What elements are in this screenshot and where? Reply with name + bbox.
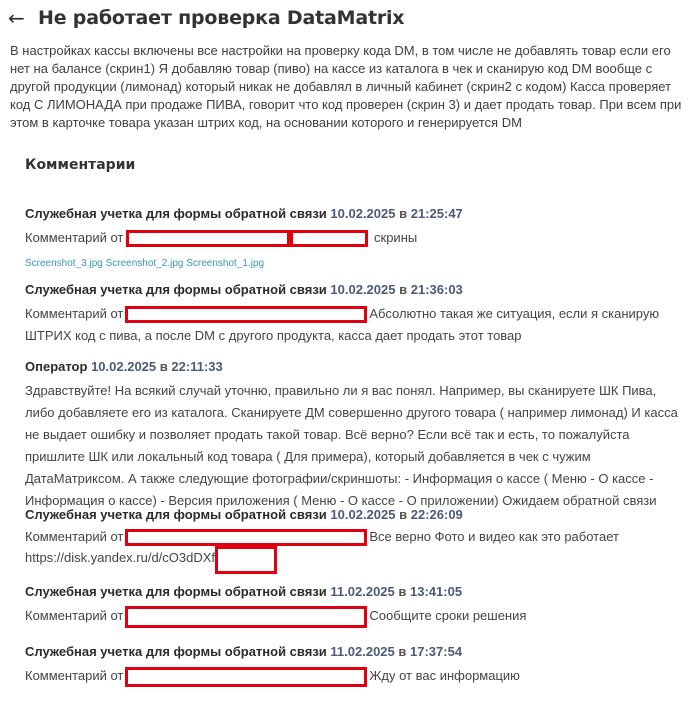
comment-body — [25, 528, 685, 574]
comment-text: скрины — [374, 230, 418, 245]
redaction-box — [125, 306, 367, 323]
comment-text: Сообщите сроки решения — [369, 608, 527, 623]
comment-time: 22:26:09 — [410, 507, 463, 522]
comment-item — [25, 643, 685, 687]
comment-item — [25, 583, 685, 628]
redaction-box — [125, 606, 367, 628]
redaction-box — [125, 529, 367, 546]
comment-date: 10.02.2025 — [330, 206, 396, 221]
comment-at: в — [399, 507, 408, 522]
comment-prefix: Комментарий от — [25, 529, 124, 544]
comment-at: в — [159, 359, 168, 374]
comment-body — [25, 227, 685, 249]
comment-meta — [25, 583, 685, 601]
comment-meta — [25, 643, 685, 661]
comment-author: Служебная учетка для формы обратной связи — [25, 507, 327, 522]
comment-date: 11.02.2025 — [330, 644, 395, 659]
comment-author: Служебная учетка для формы обратной связи — [25, 282, 327, 297]
comment-prefix: Комментарий от — [25, 608, 124, 623]
comment-item — [25, 358, 685, 512]
page-title: Не работает проверка DataMatrix — [38, 7, 405, 29]
redaction-box — [125, 667, 367, 687]
ticket-description: В настройках кассы включены все настройки на проверку кода DM, в том числе не добавлять товар если его нет на балансе (скрин1) Я добавляю товар (пиво) на кассе из каталога в чек и сканирую код DM вообще с другой продукции (лимонад) который никак не добавлял в личный кабинет (скрин2 с кодом) Касса проверяет код С ЛИМОНАДА при продаже ПИВА, говорит что код проверен (скрин 3) и дает продать товар. При всем при этом в карточке товара указан штрих код, на основании которого и генерируется DM — [10, 43, 682, 130]
comment-time: 17:37:54 — [410, 644, 463, 659]
comment-text: Жду от вас информацию — [369, 668, 520, 683]
comment-body — [25, 303, 685, 347]
comment-body — [25, 380, 685, 512]
attachments-list — [25, 258, 264, 269]
comment-meta — [25, 281, 685, 299]
comment-text: Все верно Фото и видео как это работает — [369, 529, 619, 544]
comment-prefix: Комментарий от — [25, 668, 124, 683]
comment-text: Здравствуйте! На всякий случай уточню, правильно ли я вас понял. Например, вы сканируете ШК Пива, либо добавляете его из каталога. Сканируете ДМ совершенно другого товара ( например лимонад) И касса не выдает ошибку и позволяет продать такой товар. Всё верно? Если всё так и есть, то пожалуйста пришлите ШК или локальный код товара ( Для примера), который добавляется в чек с чужим ДатаМатриксом. А также следующие фотографии/скриншоты: - Информация о кассе ( Меню - О кассе - Информация о кассе) - Версия приложения ( Меню - О кассе - О приложении) Ожидаем обратной связи — [25, 383, 678, 508]
comment-time: 13:41:05 — [410, 584, 463, 599]
comment-link[interactable]: https://disk.yandex.ru/d/cO3dDXf — [25, 550, 216, 566]
comment-item — [25, 281, 685, 347]
attachment-link[interactable]: Screenshot_1.jpg — [186, 258, 265, 269]
comment-date: 10.02.2025 — [330, 507, 396, 522]
comment-author: Оператор — [25, 359, 88, 374]
comment-time: 21:36:03 — [410, 282, 463, 297]
comment-time: 22:11:33 — [171, 359, 223, 374]
comment-meta — [25, 358, 685, 376]
comment-at: в — [398, 644, 407, 659]
header — [8, 6, 404, 30]
comment-at: в — [399, 206, 408, 221]
comment-time: 21:25:47 — [410, 206, 463, 221]
comment-item — [25, 506, 685, 574]
comment-date: 10.02.2025 — [91, 359, 157, 374]
attachment-link[interactable]: Screenshot_2.jpg — [105, 258, 184, 269]
comment-item — [25, 205, 685, 249]
comment-author: Служебная учетка для формы обратной связи — [25, 584, 327, 599]
comment-date: 10.02.2025 — [330, 282, 396, 297]
comment-prefix: Комментарий от — [25, 306, 124, 321]
comment-meta — [25, 205, 685, 223]
redaction-box — [126, 230, 290, 247]
arrow-left-icon[interactable]: ← — [8, 6, 25, 30]
attachment-link[interactable]: Screenshot_3.jpg — [25, 258, 103, 269]
comment-body — [25, 605, 685, 628]
comment-date: 11.02.2025 — [330, 584, 395, 599]
comment-body — [25, 665, 685, 687]
redaction-box — [290, 230, 368, 247]
comment-at: в — [398, 584, 407, 599]
comment-prefix: Комментарий от — [25, 230, 124, 245]
comment-at: в — [399, 282, 408, 297]
comment-author: Служебная учетка для формы обратной связи — [25, 206, 327, 221]
redaction-box — [215, 546, 277, 574]
comment-author: Служебная учетка для формы обратной связи — [25, 644, 327, 659]
comment-text: Абсолютно такая же ситуация, если я сканирую ШТРИХ код с пива, а после DM с другого продукта, касса дает продать этот товар — [25, 306, 660, 343]
comment-meta — [25, 506, 685, 524]
comments-heading: Комментарии — [25, 157, 136, 173]
